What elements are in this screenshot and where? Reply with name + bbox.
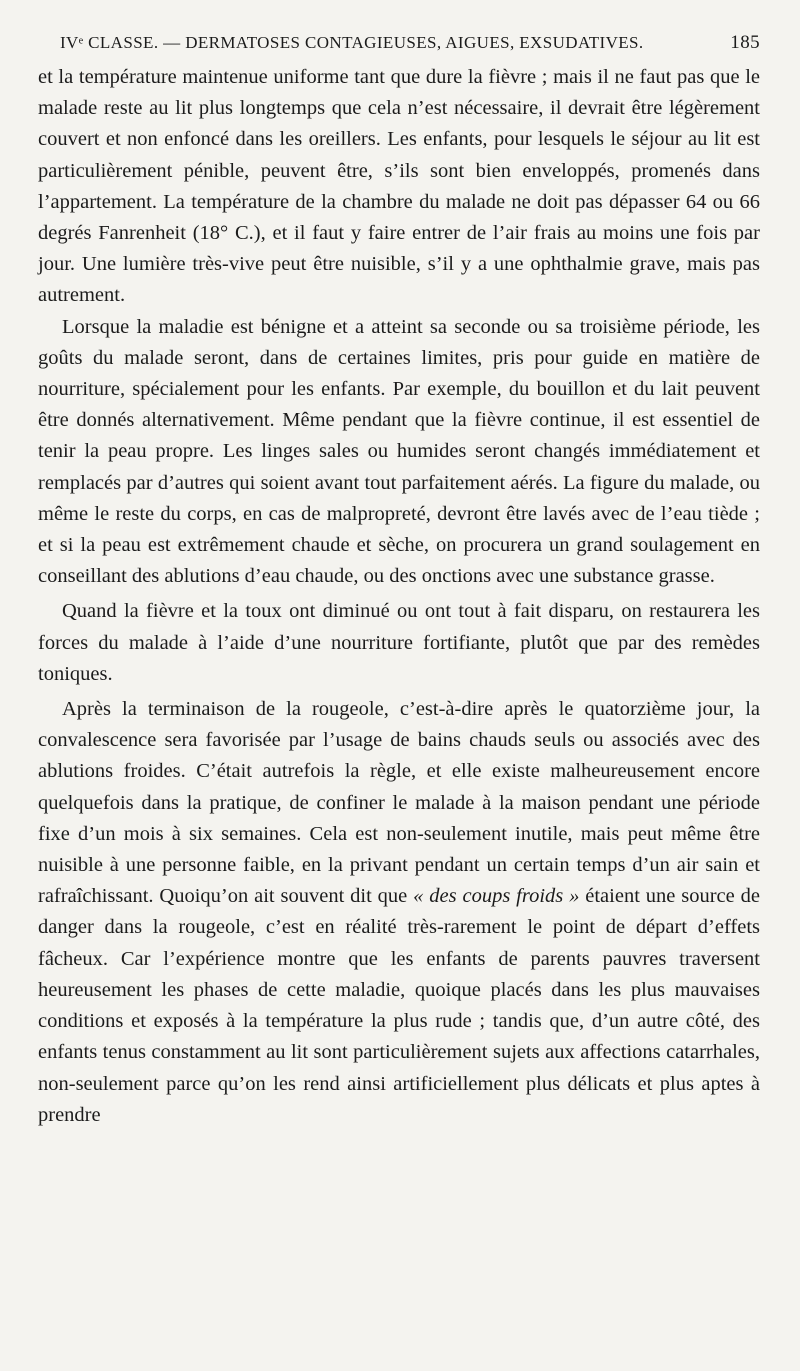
page-number: 185 xyxy=(730,32,760,53)
running-head-title: IVᵉ CLASSE. — DERMATOSES CONTAGIEUSES, AIGUES, EXSUDATIVES. xyxy=(60,33,644,52)
paragraph-convalescence xyxy=(38,694,760,1131)
book-page xyxy=(38,30,760,1131)
paragraph-convalescence-start: Après la terminaison de la rougeole, c’est-à-dire après le quatorzième jour, la convalescence sera favorisée par l’usage de bains chauds seuls ou associés avec des ablutions froides. C’était autrefois la règle, et elle existe malheureusement encore quelquefois dans la pratique, de confiner le malade à la maison pendant une période fixe d’un mois à six semaines. Cela est non-seulement inutile, mais peut même être nuisible à une personne faible, en la privant pendant un certain temps d’un air sain et rafraîchissant. Quoiqu’on ait souvent dit que xyxy=(38,698,760,908)
paragraph-diet: Lorsque la maladie est bénigne et a atteint sa seconde ou sa troisième période, les goûts du malade seront, dans de certaines limites, pris pour guide en matière de nourriture, spécialement pour les enfants. Par exemple, du bouillon et du lait peuvent être donnés alternativement. Même pendant que la fièvre continue, il est essentiel de tenir la peau propre. Les linges sales ou humides seront changés immédiatement et remplacés par d’autres qui soient avant tout parfaitement aérés. La figure du malade, ou même le reste du corps, en cas de malpropreté, devront être lavés avec de l’eau tiède ; et si la peau est extrêmement chaude et sèche, on procurera un grand soulagement en conseillant des ablutions d’eau chaude, ou des onctions avec une substance grasse. xyxy=(38,315,760,588)
paragraph-convalescence-end: étaient une source de danger dans la rougeole, c’est en réalité très-rarement le point de départ d’effets fâcheux. Car l’expérience montre que les enfants de parents pauvres traversent heureusement les phases de cette maladie, quoique placés dans les plus mauvaises conditions et exposés à la température la plus rude ; tandis que, d’un autre côté, des enfants tenus constamment au lit sont particulièrement sujets aux affections catarrhales, non-seulement parce qu’on les rend ainsi artificiellement plus délicats et plus aptes à prendre xyxy=(38,885,760,1126)
paragraph-recovery: Quand la fièvre et la toux ont diminué ou ont tout à fait disparu, on restaurera les forces du malade à l’aide d’une nourriture fortifiante, plutôt que par des remèdes toniques. xyxy=(38,600,760,685)
running-head xyxy=(38,30,760,56)
paragraph-continued: et la température maintenue uniforme tant que dure la fièvre ; mais il ne faut pas que le malade reste au lit plus longtemps que cela n’est nécessaire, il devrait être légèrement couvert et non enfoncé dans les oreillers. Les enfants, pour lesquels le séjour au lit est particulièrement pénible, peuvent être, s’ils sont bien enveloppés, promenés dans l’appartement. La température de la chambre du malade ne doit pas dépasser 64 ou 66 degrés Fanrenheit (18° C.), et il faut y faire entrer de l’air frais au moins une fois par jour. Une lumière très-vive peut être nuisible, s’il y a une ophthalmie grave, mais pas autrement. xyxy=(38,66,760,307)
italic-quotation: « des coups froids » xyxy=(413,885,580,908)
